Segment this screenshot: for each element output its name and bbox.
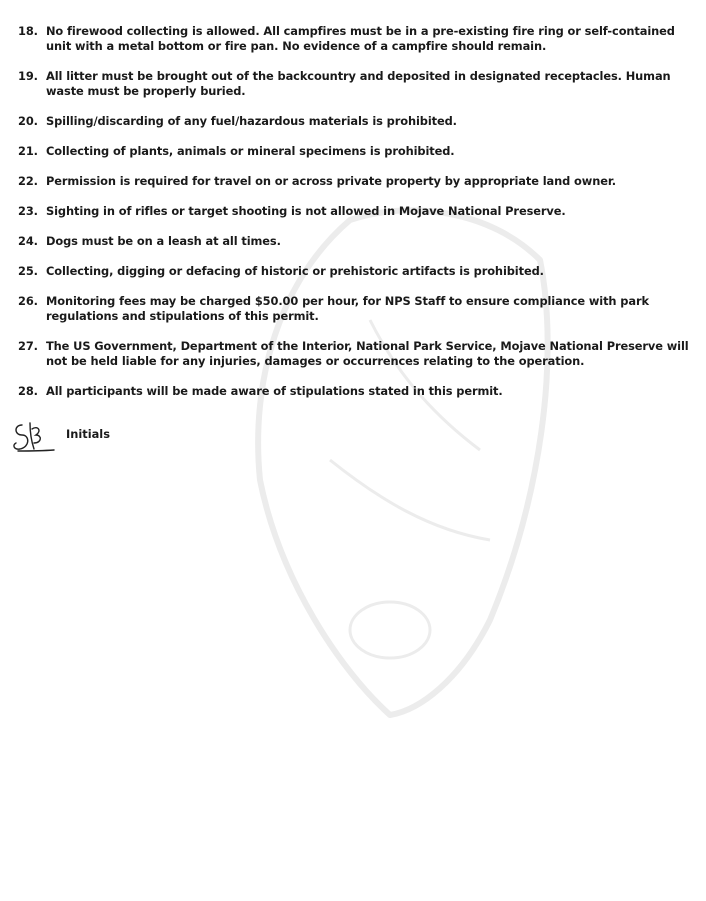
item-text: Collecting, digging or defacing of historic or prehistoric artifacts is prohibited. [46,264,544,278]
item-number: 25. [18,264,38,278]
item-number: 24. [18,234,38,248]
handwritten-initials-icon [10,419,56,455]
permit-stipulations-list [18,24,700,414]
list-item [18,174,700,189]
item-number: 20. [18,114,38,128]
item-text: Spilling/discarding of any fuel/hazardous materials is prohibited. [46,114,457,128]
list-item [18,264,700,279]
list-item [18,339,700,369]
item-text: Monitoring fees may be charged $50.00 per hour, for NPS Staff to ensure compliance with park regulations and stipulations of this permit. [46,294,649,323]
item-number: 26. [18,294,38,308]
item-text: Permission is required for travel on or across private property by appropriate land owner. [46,174,616,188]
initials-label: Initials [66,427,110,441]
item-number: 27. [18,339,38,353]
item-text: All participants will be made aware of stipulations stated in this permit. [46,384,503,398]
item-text: Sighting in of rifles or target shooting is not allowed in Mojave National Preserve. [46,204,566,218]
item-number: 21. [18,144,38,158]
item-number: 22. [18,174,38,188]
initials-block [10,417,110,457]
item-text: Dogs must be on a leash at all times. [46,234,281,248]
item-text: Collecting of plants, animals or mineral specimens is prohibited. [46,144,455,158]
item-number: 23. [18,204,38,218]
item-text: All litter must be brought out of the backcountry and deposited in designated receptacles. Human waste must be properly buried. [46,69,671,98]
list-item [18,294,700,324]
list-item [18,234,700,249]
list-item [18,114,700,129]
list-item [18,204,700,219]
list-item [18,144,700,159]
item-text: No firewood collecting is allowed. All campfires must be in a pre-existing fire ring or self-contained unit with a metal bottom or fire pan. No evidence of a campfire should remain. [46,24,675,53]
item-text: The US Government, Department of the Interior, National Park Service, Mojave National Preserve will not be held liable for any injuries, damages or occurrences relating to the operation. [46,339,689,368]
item-number: 28. [18,384,38,398]
list-item [18,384,700,399]
item-number: 18. [18,24,38,38]
list-item [18,24,700,54]
item-number: 19. [18,69,38,83]
list-item [18,69,700,99]
